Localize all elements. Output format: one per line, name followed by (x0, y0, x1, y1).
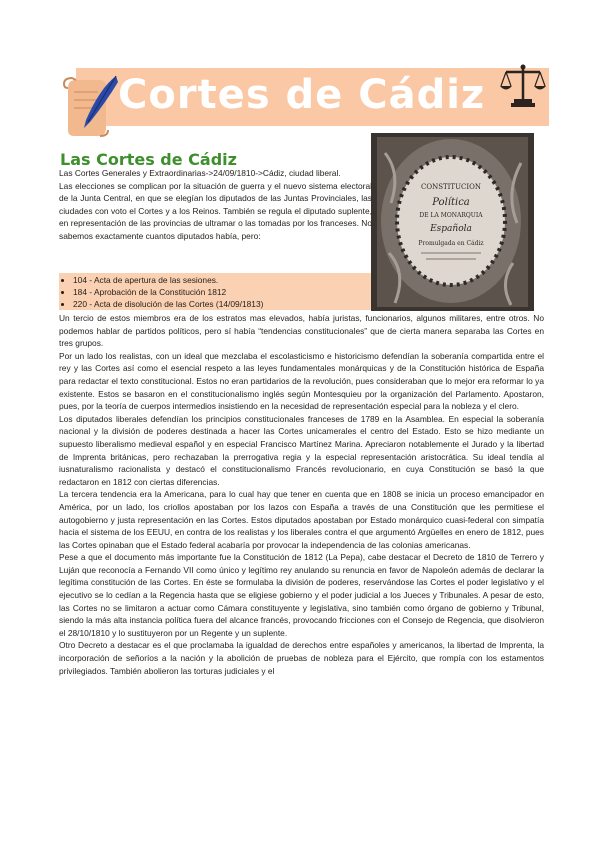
section-heading: Las Cortes de Cádiz (60, 150, 237, 169)
session-list (59, 273, 371, 310)
body-paragraph: Los diputados liberales defendían los principios constitucionales franceses de 1789 en la Asamblea. En especial la soberanía nacional y la división de poderes destinada a hacer las Cortes unicamerales el centro del Estado. Esto se hizo mediante un supuesto liberalismo medieval español y en especial Francisco Martínez Marina. Apreciaron notablemente el Jurado y la libertad de Imprenta británicas, pero rechazaban la prerrogativa regia y la especial representación aristocrática. Su ideal tendía al iusnaturalismo racionalista y destacó el constitucionalismo Francés revolucionario, en cuya Constitución se basó la que redactaron en 1812 con ciertas diferencias. (59, 413, 544, 487)
svg-text:DE LA MONARQUIA: DE LA MONARQUIA (419, 212, 483, 219)
intro-paragraph: Las elecciones se complican por la situación de guerra y el nuevo sistema electoral de la Junta Central, en que se elegían los diputados de las Juntas Provinciales, las ciudades con voto el Cortes y a los Reinos. También se regula el diputado suplente, en representación de las provincias de ultramar o las tomadas por los franceses. No sabemos exactamente cuantos diputados había, pero: (59, 180, 372, 241)
body-text (59, 312, 544, 677)
list-item: • 220 - Acta de disolución de las Cortes (14/09/1813) (73, 298, 371, 310)
intro-text (59, 167, 372, 243)
svg-text:CONSTITUCION: CONSTITUCION (420, 183, 482, 191)
constitution-book-image (371, 133, 534, 311)
list-item: • 184 - Aprobación de la Constitución 1812 (73, 286, 371, 298)
quill-scroll-icon (60, 58, 122, 144)
page-title: Cortes de Cádiz (118, 72, 486, 118)
highlight-box (59, 273, 371, 310)
body-paragraph: Un tercio de estos miembros era de los estratos mas elevados, había juristas, funcionarios, algunos militares, entre otros. No podemos hablar de partidos políticos, pero sí había “tendencias constitucionales” que de cierta manera separaba las Cortes en tres grupos. (59, 313, 544, 349)
svg-text:Española: Española (430, 224, 472, 234)
intro-paragraph: Las Cortes Generales y Extraordinarias->24/09/1810->Cádiz, ciudad liberal. (59, 168, 341, 178)
body-paragraph: Otro Decreto a destacar es el que proclamaba la igualdad de derechos entre españoles y americanos, la libertad de Imprenta, la incorporación de señoríos a la nación y la abolición de pruebas de nobleza para el Ejército, que rompía con los estamentos privilegiados. También abolieron las torturas judiciales y el (59, 640, 544, 676)
scales-of-justice-icon (500, 62, 546, 108)
body-paragraph: Por un lado los realistas, con un ideal que mezclaba el escolasticismo e historicismo defendían la soberanía compartida entre el rey y las Cortes así como el esencial respeto a las leyes fundamentales monárquicas y de la Constitución histórica de España para redactar el texto constitucional. Estos no eran partidarios de la revolución, pues consideraban que lo mejor era reformar lo ya existente. Estos se basaron en el constitucionalismo inglés según Montesquieu por la organización del Parlamento. Apostaron, pues, por la teoría de cuerpos intermedios insistiendo en la necesidad de representación especial para la nobleza y el clero. (59, 350, 544, 412)
svg-text:Política: Política (432, 197, 470, 208)
body-paragraph: La tercera tendencia era la Americana, para lo cual hay que tener en cuenta que en 1808 se inicia un proceso emancipador en América, por un lado, los criollos apostaban por los lazos con España a través de una Constitución que les permitiese el autogobierno y justa representación en las Cortes. Estos diputados apostaban por Estado monárquico cuasi-federal con simpatía hacia el sistema de los EEUU, en contra de los realistas y los liberales contra el que argumentó Argüelles en enero de 1812, pues las Cortes opinaban que el Estado federal acabaría por provocar la independencia de las colonias americanas. (59, 489, 544, 550)
list-item: • 104 - Acta de apertura de las sesiones. (73, 274, 371, 286)
body-paragraph: Pese a que el documento más importante fue la Constitución de 1812 (La Pepa), cabe destacar el Decreto de 1810 de Terrero y Luján que reconocía a Fernando VII como único y legítimo rey anulando su renuncia en favor de Napoleón además de declarar la legítima constitución de las Cortes. En éste se formulaba la división de poderes, reservándose las Cortes el poder legislativo y el ejecutivo se lo cedían a la Regencia hasta que se eligiese gobierno y el poder judicial a los Jueces y Tribunales. A pesar de esto, las Cortes no se limitaron a actuar como Cámara constituyente y legislativa, sino también como órgano de gobierno y Tribunal, siendo la más alta instancia política fuera del alcance francés, provocando fricciones con el Consejo de Regencia, que disolvieron el 28/10/1810 y lo sustituyeron por un Regente y un suplente. (59, 552, 544, 638)
svg-text:Promulgada en Cádiz: Promulgada en Cádiz (418, 240, 484, 247)
